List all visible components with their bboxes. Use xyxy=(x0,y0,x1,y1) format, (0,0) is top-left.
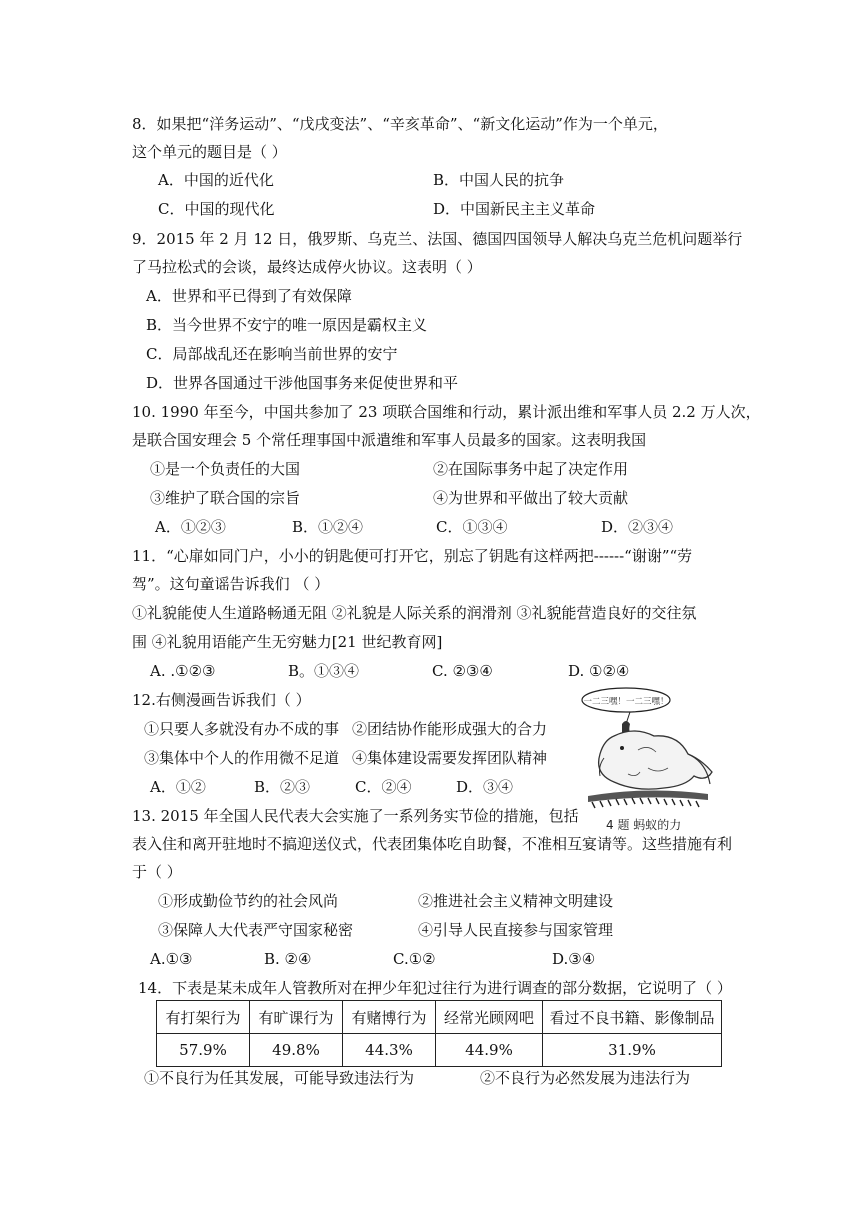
q12-option-d: D．③④ xyxy=(456,778,514,796)
q11-stem-line1: 11．“心扉如同门户，小小的钥匙便可打开它，别忘了钥匙有这样两把------“谢谢”“劳 xyxy=(132,547,693,565)
q10-item-2: ②在国际事务中起了决定作用 xyxy=(433,460,629,478)
q12-item-2: ②团结协作能形成强大的合力 xyxy=(352,720,548,738)
q8-option-c: C．中国的现代化 xyxy=(158,200,275,218)
q14-data-table xyxy=(156,1000,722,1067)
q13-option-a: A.①③ xyxy=(150,950,193,968)
q12-option-b: B．②③ xyxy=(254,778,311,796)
q10-stem-line2: 是联合国安理会 5 个常任理事国中派遣维和军事人员最多的国家。这表明我国 xyxy=(132,431,647,449)
q13-item-4: ④引导人民直接参与国家管理 xyxy=(418,921,614,939)
table-cell: 44.3% xyxy=(343,1034,436,1067)
table-header-cell: 经常光顾网吧 xyxy=(436,1001,543,1034)
q10-option-c: C．①③④ xyxy=(436,518,508,536)
q9-option-b: B．当今世界不安宁的唯一原因是霸权主义 xyxy=(146,316,428,334)
q13-option-c: C.①② xyxy=(393,950,436,968)
q14-stem: 14．下表是某未成年人管教所对在押少年犯过往行为进行调查的部分数据，它说明了（ ） xyxy=(138,979,732,997)
q13-item-2: ②推进社会主义精神文明建设 xyxy=(418,892,614,910)
q10-item-4: ④为世界和平做出了较大贡献 xyxy=(433,489,629,507)
cartoon-speech-text: 一二三嘿！一二三嘿！ xyxy=(583,697,669,707)
q9-stem-line1: 9．2015 年 2 月 12 日，俄罗斯、乌克兰、法国、德国四国领导人解决乌克兰危机问题举行 xyxy=(132,230,743,248)
q12-item-4: ④集体建设需要发挥团队精神 xyxy=(352,749,548,767)
table-row xyxy=(157,1034,722,1067)
table-header-cell: 有旷课行为 xyxy=(250,1001,343,1034)
q13-stem-line1: 13. 2015 年全国人民代表大会实施了一系列务实节俭的措施，包括 xyxy=(132,807,579,825)
q8-stem-line1: 8．如果把“洋务运动”、“戊戌变法”、“辛亥革命”、“新文化运动”作为一个单元， xyxy=(132,115,668,133)
q9-option-d: D．世界各国通过干涉他国事务来促使世界和平 xyxy=(146,374,459,392)
q12-option-a: A．①② xyxy=(150,778,206,796)
table-cell: 44.9% xyxy=(436,1034,543,1067)
q9-option-c: C．局部战乱还在影响当前世界的安宁 xyxy=(146,345,398,363)
table-header-cell: 有赌博行为 xyxy=(343,1001,436,1034)
ants-cartoon-image xyxy=(578,684,728,834)
q13-item-1: ①形成勤俭节约的社会风尚 xyxy=(158,892,339,910)
q13-stem-line3: 于（ ） xyxy=(132,863,182,881)
q12-item-1: ①只要人多就没有办不成的事 xyxy=(144,720,340,738)
table-header-cell: 有打架行为 xyxy=(157,1001,250,1034)
q12-item-3: ③集体中个人的作用微不足道 xyxy=(144,749,340,767)
q10-item-1: ①是一个负责任的大国 xyxy=(150,460,301,478)
q13-stem-line2: 表入住和离开驻地时不搞迎送仪式，代表团集体吃自助餐，不准相互宴请等。这些措施有利 xyxy=(132,835,733,853)
q11-option-c: C. ②③④ xyxy=(432,662,493,680)
q10-option-d: D．②③④ xyxy=(601,518,674,536)
q14-item-1: ①不良行为任其发展，可能导致违法行为 xyxy=(144,1069,415,1087)
q10-option-a: A．①②③ xyxy=(155,518,226,536)
table-header-cell: 看过不良书籍、影像制品 xyxy=(543,1001,722,1034)
table-cell: 57.9% xyxy=(157,1034,250,1067)
q9-option-a: A．世界和平已得到了有效保障 xyxy=(146,287,352,305)
q10-option-b: B．①②④ xyxy=(292,518,364,536)
q11-statements-line2: 围 ④礼貌用语能产生无穷魅力[21 世纪教育网] xyxy=(132,633,443,651)
q14-item-2: ②不良行为必然发展为违法行为 xyxy=(480,1069,691,1087)
table-cell: 31.9% xyxy=(543,1034,722,1067)
q8-option-d: D．中国新民主主义革命 xyxy=(433,200,596,218)
q11-option-b: B。①③④ xyxy=(288,662,360,680)
q8-option-a: A．中国的近代化 xyxy=(158,171,274,189)
q13-item-3: ③保障人大代表严守国家秘密 xyxy=(158,921,354,939)
q12-stem: 12.右侧漫画告诉我们（ ） xyxy=(132,691,311,709)
table-cell: 49.8% xyxy=(250,1034,343,1067)
q13-option-d: D.③④ xyxy=(552,950,596,968)
q11-stem-line2: 驾”。这句童谣告诉我们 （ ） xyxy=(132,575,330,593)
q8-stem-line2: 这个单元的题目是（ ） xyxy=(132,143,287,161)
q11-option-d: D. ①②④ xyxy=(568,662,630,680)
cartoon-caption: 4 题 蚂蚁的力 xyxy=(606,818,682,832)
q11-option-a: A. .①②③ xyxy=(150,662,216,680)
q10-stem-line1: 10. 1990 年至今，中国共参加了 23 项联合国维和行动，累计派出维和军事人员 2.2 万人次， xyxy=(132,403,761,421)
q13-option-b: B. ②④ xyxy=(264,950,312,968)
q12-option-c: C．②④ xyxy=(355,778,412,796)
q9-stem-line2: 了马拉松式的会谈，最终达成停火协议。这表明（ ） xyxy=(132,258,482,276)
table-header-row xyxy=(157,1001,722,1034)
q11-statements-line1: ①礼貌能使人生道路畅通无阻 ②礼貌是人际关系的润滑剂 ③礼貌能营造良好的交往氛 xyxy=(132,604,697,622)
q10-item-3: ③维护了联合国的宗旨 xyxy=(150,489,301,507)
q8-option-b: B．中国人民的抗争 xyxy=(433,171,565,189)
